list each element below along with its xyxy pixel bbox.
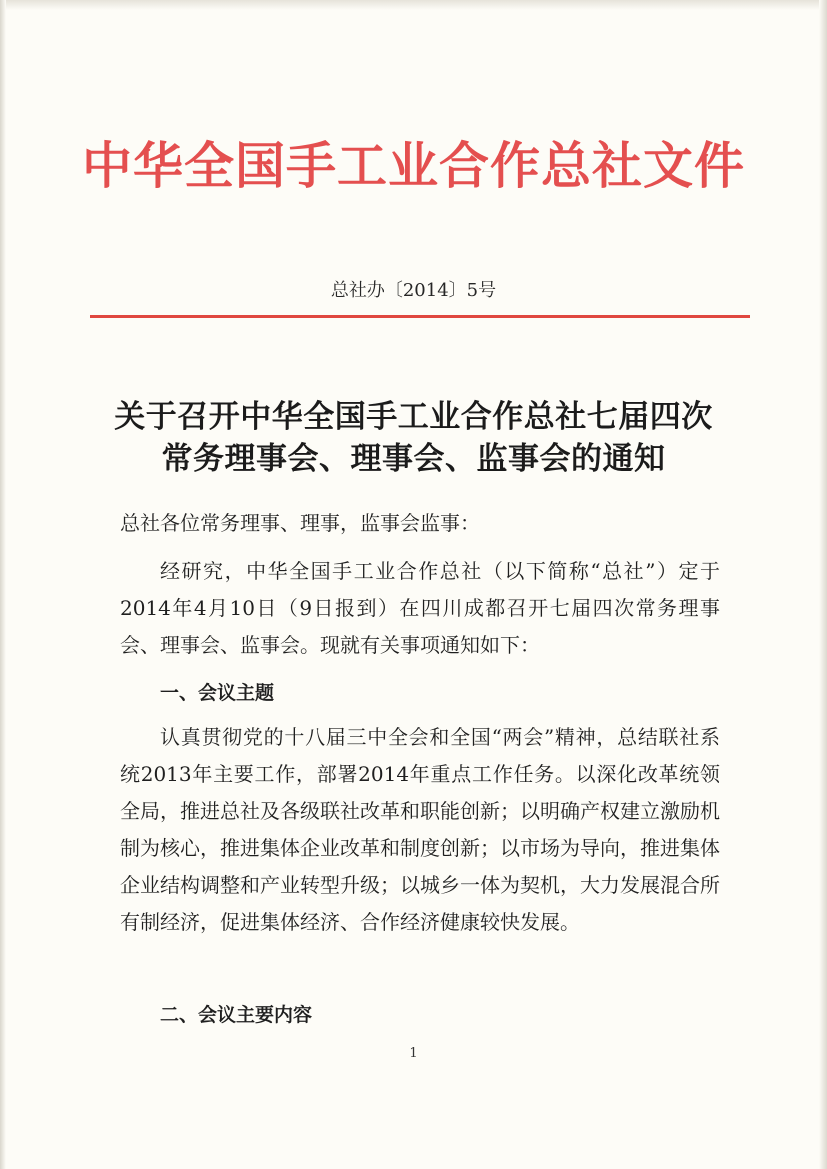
document-number: 总社办〔2014〕5号 bbox=[330, 280, 497, 301]
paragraph-theme: 认真贯彻党的十八届三中全会和全国“两会”精神，总结联社系统2013年主要工作，部署2014年重点工作任务。以深化改革统领全局，推进总社及各级联社改革和职能创新；以明确产权建立激励机制为核心，推进集体企业改革和制度创新；以市场为导向，推进集体企业结构调整和产业转型升级；以城乡一体为契机，大力发展混合所有制经济，促进集体经济、合作经济健康较快发展。 bbox=[120, 725, 720, 934]
scan-edge-top bbox=[0, 0, 827, 10]
section-heading-content: 二、会议主要内容 bbox=[160, 1004, 313, 1026]
paragraph-intro: 经研究，中华全国手工业合作总社（以下简称“总社”）定于2014年4月10日（9日报到）在四川成都召开七届四次常务理事会、理事会、监事会。现就有关事项通知如下： bbox=[120, 559, 720, 657]
red-divider-rule bbox=[90, 315, 750, 318]
section-heading-theme: 一、会议主题 bbox=[160, 682, 275, 704]
notice-title-line-1: 关于召开中华全国手工业合作总社七届四次 bbox=[114, 399, 713, 435]
page-number: 1 bbox=[409, 1046, 418, 1061]
document-masthead: 中华全国手工业合作总社文件 bbox=[82, 137, 745, 195]
notice-title-line-2: 常务理事会、理事会、监事会的通知 bbox=[161, 441, 666, 477]
salutation: 总社各位常务理事、理事，监事会监事： bbox=[120, 511, 480, 535]
